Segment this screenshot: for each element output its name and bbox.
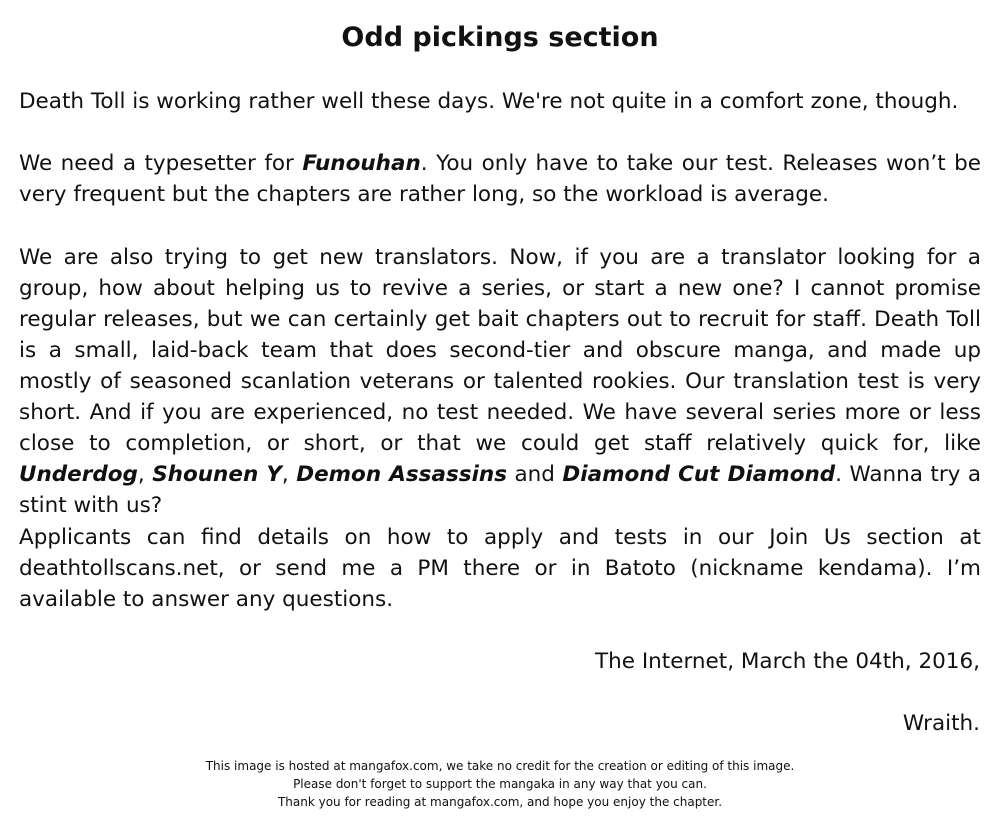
footer-line-2: Please don't forget to support the mangaka in any way that you can. <box>293 777 707 791</box>
paragraph-translators <box>19 242 981 521</box>
paragraph-status: Death Toll is working rather well these days. We're not quite in a comfort zone, though. <box>19 89 959 114</box>
series-title-demon-assassins: Demon Assassins <box>296 462 508 487</box>
series-title-funouhan: Funouhan <box>302 151 421 176</box>
series-title-underdog: Underdog <box>19 462 138 487</box>
separator-3: and <box>507 462 563 487</box>
footer-line-1: This image is hosted at mangafox.com, we take no credit for the creation or editing of this image. <box>205 759 795 773</box>
series-title-diamond-cut-diamond: Diamond Cut Diamond <box>562 462 836 487</box>
separator-1: , <box>137 462 153 487</box>
series-title-shounen-y: Shounen Y <box>152 462 282 487</box>
paragraph-typesetter <box>19 148 981 210</box>
paragraph-typesetter-text-before: We need a typesetter for <box>19 151 303 176</box>
footer-line-3: Thank you for reading at mangafox.com, and hope you enjoy the chapter. <box>277 795 723 809</box>
hosting-footer <box>0 757 1000 811</box>
paragraph-translators-text-after: . Wanna try a stint with us? <box>19 462 982 518</box>
signature-date: The Internet, March the 04th, 2016, <box>595 649 980 674</box>
paragraph-translators-text-before: We are also trying to get new translators. Now, if you are a translator looking for a group, how about helping us to revive a series, or start a new one? I cannot promise regular releases, but we can certainly get bait chapters out to recruit for staff. Death Toll is a small, laid-back team that does second-tier and obscure manga, and made up mostly of seasoned scanlation veterans or talented rookies. Our translation test is very short. And if you are experienced, no test needed. We have several series more or less close to completion, or short, or that we could get staff relatively quick for, like <box>19 245 981 456</box>
separator-2: , <box>281 462 297 487</box>
paragraph-applicants: Applicants can find details on how to apply and tests in our Join Us section at deathtollscans.net, or send me a PM there or in Batoto (nickname kendama). I’m available to answer any questions. <box>19 525 981 612</box>
paragraph-typesetter-text-after: . You only have to take our test. Releases won’t be very frequent but the chapters are rather long, so the workload is average. <box>19 151 981 207</box>
signature-name: Wraith. <box>902 711 980 736</box>
page-title: Odd pickings section <box>341 22 659 53</box>
